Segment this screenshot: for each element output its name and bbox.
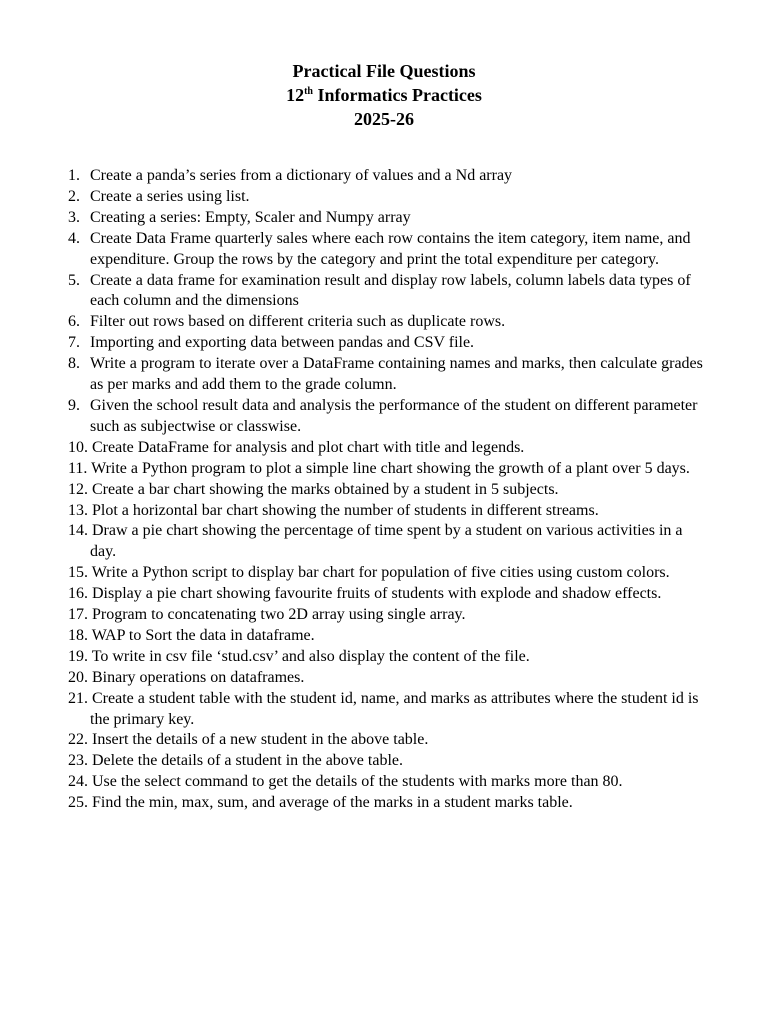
question-list xyxy=(68,166,708,814)
question-item xyxy=(68,772,708,793)
question-number: 11. xyxy=(68,459,88,477)
question-text: Filter out rows based on different criteria such as duplicate rows. xyxy=(90,313,506,331)
question-number: 18. xyxy=(68,626,88,644)
question-text: To write in csv file ‘stud.csv’ and also display the content of the file. xyxy=(91,647,530,665)
question-text: Delete the details of a student in the above table. xyxy=(92,752,403,770)
question-number: 10. xyxy=(68,438,88,456)
question-text: Create a panda’s series from a dictionary of values and a Nd array xyxy=(90,167,513,184)
question-item xyxy=(68,312,708,333)
question-text: Write a program to iterate over a DataFrame containing names and marks, then calculate grades as per marks and add them to the grade column. xyxy=(90,355,703,394)
question-item xyxy=(68,793,708,814)
question-number: 23. xyxy=(68,752,88,770)
question-number: 24. xyxy=(68,773,88,791)
question-text: Write a Python script to display bar chart for population of five cities using custom colors. xyxy=(91,564,670,582)
question-number: 16. xyxy=(68,585,88,603)
question-text: Creating a series: Empty, Scaler and Numpy array xyxy=(90,208,411,226)
question-number: 7. xyxy=(68,334,80,352)
question-item xyxy=(68,229,708,271)
class-subject-line xyxy=(0,83,768,107)
session-year: 2025-26 xyxy=(354,109,414,129)
question-text: Use the select command to get the details of the students with marks more than 80. xyxy=(92,773,623,791)
question-item xyxy=(68,501,708,522)
question-item xyxy=(68,271,708,313)
question-text: Create a data frame for examination result and display row labels, column labels data types of each column and the dimensions xyxy=(90,271,691,310)
question-number: 15. xyxy=(68,564,88,582)
question-number: 9. xyxy=(68,396,80,414)
question-text: Binary operations on dataframes. xyxy=(92,668,305,686)
question-item xyxy=(68,647,708,668)
question-item xyxy=(68,333,708,354)
question-text: Create a series using list. xyxy=(90,187,250,205)
subject-name: Informatics Practices xyxy=(317,85,482,105)
question-item xyxy=(68,208,708,229)
question-text: Create a student table with the student id, name, and marks as attributes where the student id is the primary key. xyxy=(90,689,699,728)
question-item xyxy=(68,396,708,438)
question-item xyxy=(68,584,708,605)
question-item xyxy=(68,166,708,187)
question-number: 14. xyxy=(68,522,88,540)
question-text: Create Data Frame quarterly sales where each row contains the item category, item name, and expenditure. Group the rows by the category and print the total expenditure per category. xyxy=(90,229,691,268)
question-number: 1. xyxy=(68,167,80,184)
question-number: 22. xyxy=(68,731,88,749)
question-number: 2. xyxy=(68,187,80,205)
title-block xyxy=(0,59,768,131)
question-item xyxy=(68,626,708,647)
question-text: Insert the details of a new student in the above table. xyxy=(92,731,429,749)
question-text: Create DataFrame for analysis and plot chart with title and legends. xyxy=(92,438,525,456)
question-text: Find the min, max, sum, and average of the marks in a student marks table. xyxy=(92,794,573,812)
question-number: 19. xyxy=(68,647,88,665)
page-title: Practical File Questions xyxy=(292,61,476,81)
question-text: Importing and exporting data between pandas and CSV file. xyxy=(90,334,475,352)
question-text: Write a Python program to plot a simple line chart showing the growth of a plant over 5 days. xyxy=(91,459,690,477)
question-item xyxy=(68,459,708,480)
question-text: Create a bar chart showing the marks obtained by a student in 5 subjects. xyxy=(92,480,559,498)
question-number: 21. xyxy=(68,689,88,707)
question-number: 17. xyxy=(68,606,88,624)
question-item xyxy=(68,354,708,396)
question-number: 4. xyxy=(68,229,80,247)
question-number: 20. xyxy=(68,668,88,686)
question-number: 8. xyxy=(68,355,80,373)
question-text: Given the school result data and analysis the performance of the student on different parameter such as subjectwise or classwise. xyxy=(90,396,698,435)
grade-number: 12 xyxy=(286,85,305,105)
question-item xyxy=(68,751,708,772)
question-text: Plot a horizontal bar chart showing the number of students in different streams. xyxy=(92,501,599,519)
question-number: 12. xyxy=(68,480,88,498)
question-number: 25. xyxy=(68,794,88,812)
question-item xyxy=(68,480,708,501)
question-number: 13. xyxy=(68,501,88,519)
question-item xyxy=(68,187,708,208)
question-number: 3. xyxy=(68,208,80,226)
question-item xyxy=(68,521,708,563)
question-item xyxy=(68,563,708,584)
question-item xyxy=(68,438,708,459)
question-text: Draw a pie chart showing the percentage of time spent by a student on various activities in a day. xyxy=(90,522,683,561)
question-number: 6. xyxy=(68,313,80,331)
question-item xyxy=(68,605,708,626)
question-text: WAP to Sort the data in dataframe. xyxy=(91,626,315,644)
question-item xyxy=(68,730,708,751)
question-item xyxy=(68,668,708,689)
question-number: 5. xyxy=(68,271,80,289)
grade-suffix: th xyxy=(304,86,313,97)
question-text: Display a pie chart showing favourite fruits of students with explode and shadow effects. xyxy=(92,585,662,603)
question-item xyxy=(68,689,708,731)
question-text: Program to concatenating two 2D array using single array. xyxy=(92,606,466,624)
